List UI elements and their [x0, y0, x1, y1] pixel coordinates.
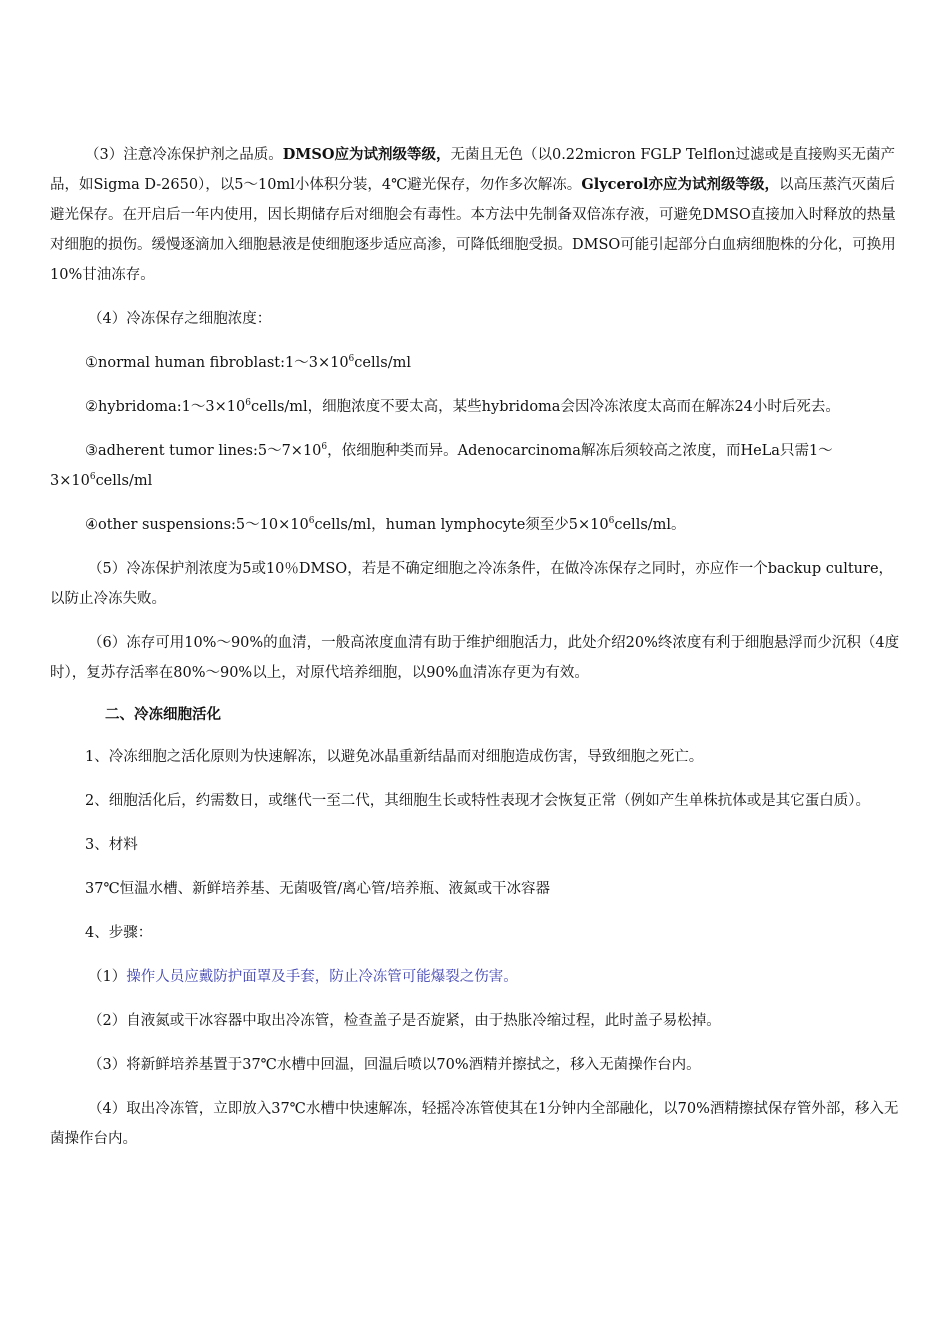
paragraph-serum: （6）冻存可用10%～90%的血清，一般高浓度血清有助于维护细胞活力，此处介绍20%终浓度有利于细胞悬浮而少沉积（4度时），复苏存活率在80%～90%以上，对原代培养细胞，以90%血清冻存更为有效。 [50, 635, 900, 681]
list-item-hybridoma: $②hybridoma:1\sim 3\times 10^6cells/ml$，细胞浓度不要太高，某些hybridoma会因冷冻浓度太高而在解冻24小时后死去。 [85, 398, 840, 415]
paragraph-cell-concentration: （4）冷冻保存之细胞浓度： [88, 311, 272, 327]
list-item-fibroblast: ①normal human $fibroblast:1\sim 3\times 10^6cells/ml$ [85, 354, 411, 371]
paragraph-materials-list: 37℃恒温水槽、新鲜培养基、无菌吸管/离心管/培养瓶、液氮或干冰容器 [85, 881, 550, 897]
safety-warning-text: 操作人员应戴防护面罩及手套，防止冷冻管可能爆裂之伤害。 [126, 969, 518, 985]
paragraph-steps-heading: 4、步骤： [85, 925, 153, 941]
paragraph-cryoprotectant-quality: （3）注意冷冻保护剂之品质。DMSO应为试剂级等级，无菌且无色（以0.22micron FGLP Telflon过滤或是直接购买无菌产品，如Sigma D-2650），以5～10ml小体积分装，4℃避光保存，勿作多次解冻。Glycerol亦应为试剂级等级，以高压蒸汽灭菌后避光保存。在开启后一年内使用，因长期储存后对细胞会有毒性。本方法中先制备双倍冻存液，可避免DMSO直接加入时释放的热量对细胞的损伤。缓慢逐滴加入细胞悬液是使细胞逐步适应高渗，可降低细胞受损。DMSO可能引起部分白血病细胞株的分化，可换用10%甘油冻存。 [50, 146, 896, 283]
paragraph-cryoprotectant-concentration: （5）冷冻保护剂浓度为5或10％DMSO，若是不确定细胞之冷冻条件，在做冷冻保存之同时，亦应作一个backup culture，以防止冷冻失败。 [50, 561, 894, 607]
list-item-other-suspensions: ④other $suspensions:5\sim 10\times 10^6cells/ml$，human lymphocyte须至少$5\times 10^6cells/ml$。 [85, 516, 686, 533]
section-heading-thaw: 二、冷冻细胞活化 [105, 706, 221, 723]
paragraph-recovery-time: 2、细胞活化后，约需数日，或继代一至二代，其细胞生长或特性表现才会恢复正常（例如产生单株抗体或是其它蛋白质）。 [85, 793, 870, 809]
dmso-grade-emphasis: DMSO应为试剂级等级， [282, 146, 451, 163]
step-3-warm-medium: （3）将新鲜培养基置于37℃水槽中回温，回温后喷以70%酒精并擦拭之，移入无菌操作台内。 [88, 1057, 701, 1073]
step-2-retrieve-vial: （2）自液氮或干冰容器中取出冷冻管，检查盖子是否旋紧，由于热胀冷缩过程，此时盖子易松掉。 [88, 1013, 721, 1029]
list-item-adherent-tumor: ③adherent tumor $lines:5\sim 7\times 10^6$，依细胞种类而异。Adenocarcinoma解冻后须较高之浓度，而HeLa只需$1\sim 3\times 10^6cells/ml$ [50, 442, 833, 489]
step-1-safety: （1）操作人员应戴防护面罩及手套，防止冷冻管可能爆裂之伤害。 [88, 969, 518, 985]
paragraph-thaw-principle: 1、冷冻细胞之活化原则为快速解冻，以避免冰晶重新结晶而对细胞造成伤害，导致细胞之死亡。 [85, 749, 704, 765]
paragraph-materials-heading: 3、材料 [85, 837, 138, 853]
glycerol-grade-emphasis: Glycerol亦应为试剂级等级， [581, 176, 780, 193]
document-page [50, 140, 902, 1154]
step-4-thaw-vial: （4）取出冷冻管，立即放入37℃水槽中快速解冻，轻摇冷冻管使其在1分钟内全部融化，以70%酒精擦拭保存管外部，移入无菌操作台内。 [50, 1101, 899, 1147]
